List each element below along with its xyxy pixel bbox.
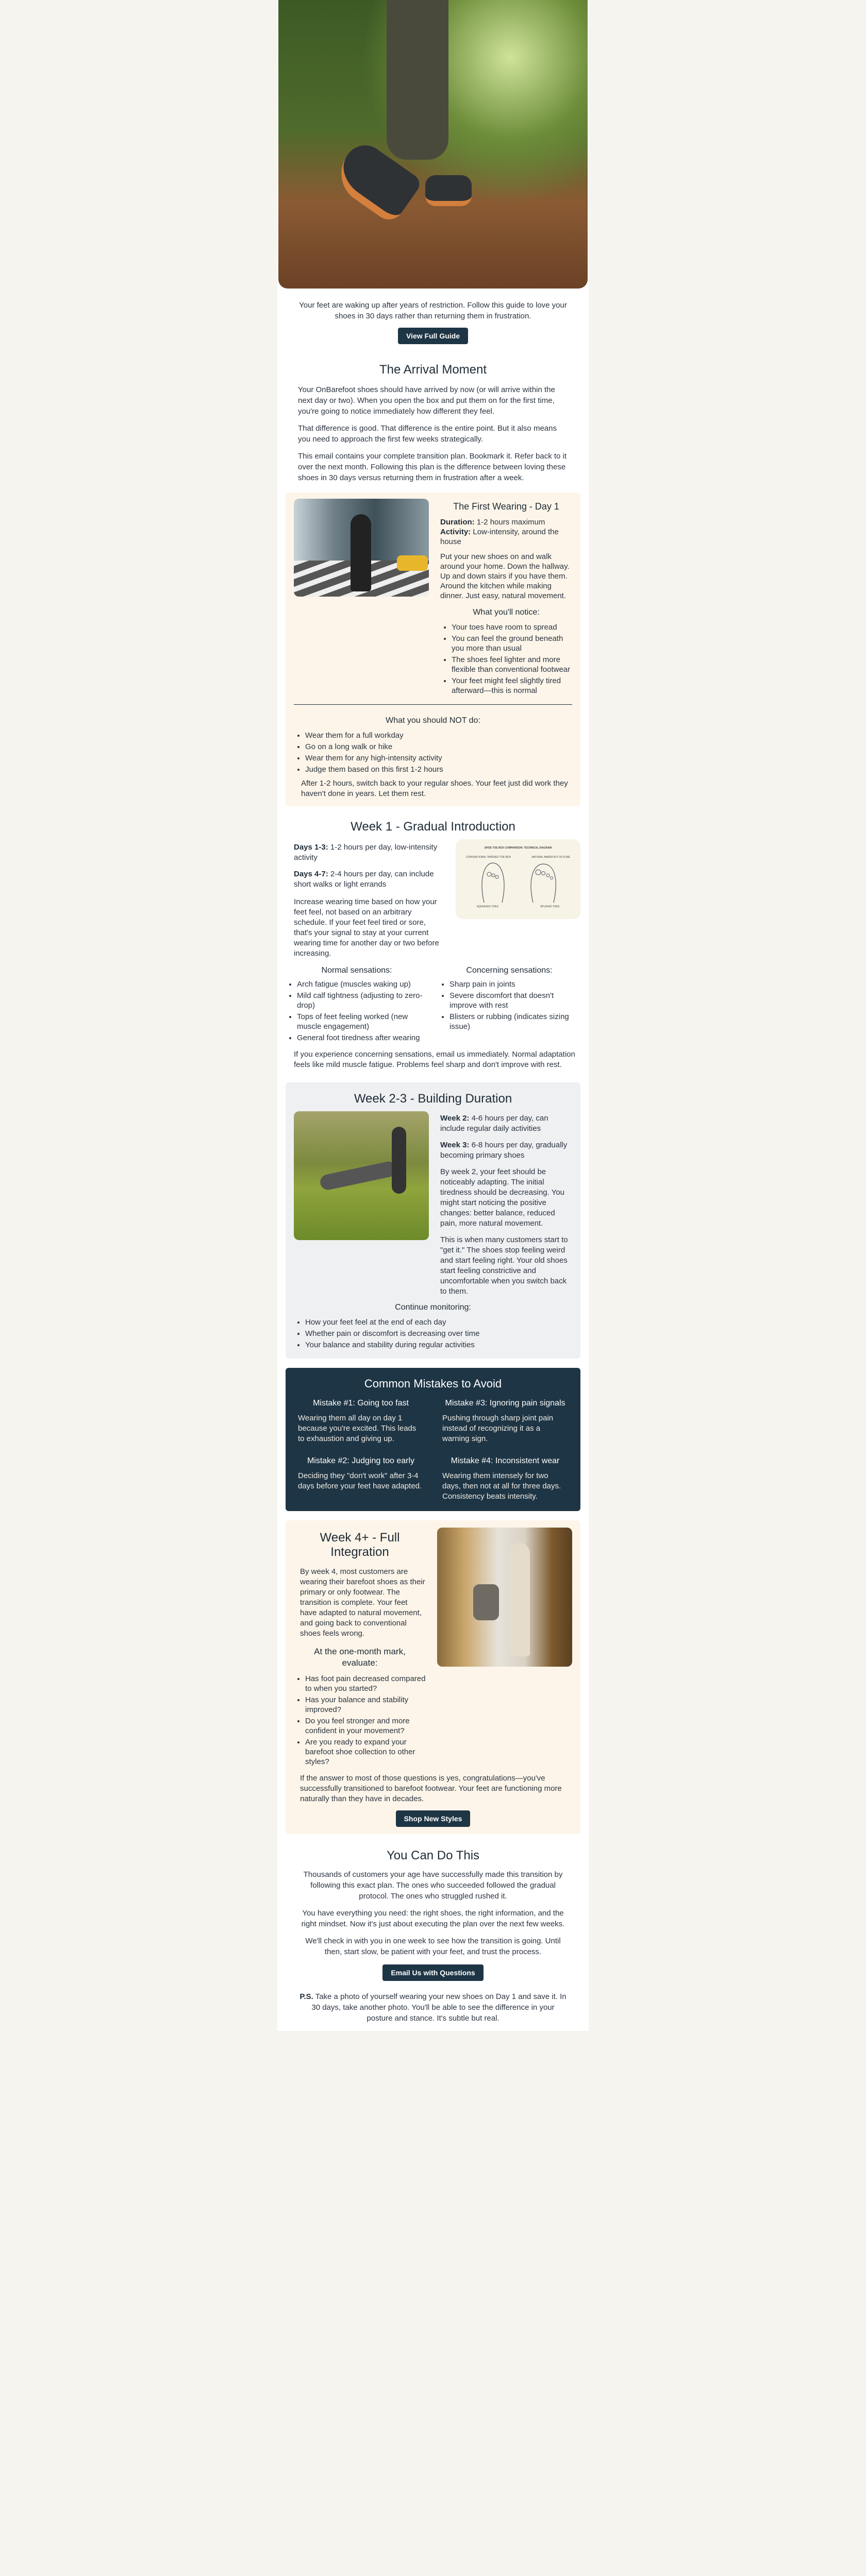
hiker-leg-shape [387, 0, 448, 160]
closing-paragraph: You have everything you need: the right shoes, the right information, and the right mindset. Now it's just about executing the plan over the next few weeks. [301, 1909, 565, 1928]
closing-paragraph: We'll check in with you in one week to see how the transition is going. Until then, start slow, be patient with your feet, and trust the process. [305, 1937, 561, 1956]
list-item: • Whether pain or discomfort is decreasing over time [305, 1329, 572, 1338]
list-item: • Wear them for a full workday [305, 731, 572, 740]
duration-value: 1-2 hours maximum [476, 518, 545, 527]
mistake-text: Wearing them intensely for two days, then not at all for three days. Consistency beats intensity. [442, 1471, 561, 1501]
week23-card [286, 1082, 580, 1359]
list-item: • Severe discomfort that doesn't improve with rest [449, 991, 580, 1010]
mistake-title: Mistake #1: Going too fast [313, 1399, 409, 1408]
week1-heading: Week 1 - Gradual Introduction [351, 820, 515, 834]
week3-label: Week 3: [440, 1141, 470, 1149]
week2-label: Week 2: [440, 1114, 470, 1123]
closing-paragraph: Thousands of customers your age have successfully made this transition by following this exact plan. The ones who succeeded followed the gradual protocol. The ones who struggled rushed it. [303, 1870, 563, 1901]
week23-heading: Week 2-3 - Building Duration [354, 1092, 512, 1106]
monitoring-heading: Continue monitoring: [395, 1303, 471, 1312]
closing-heading: You Can Do This [386, 1849, 480, 1862]
library-photo [437, 1528, 572, 1667]
intro-text: Your feet are waking up after years of restriction. Follow this guide to love your shoes in 30 days rather than returning them in frustration. [299, 301, 567, 320]
monitoring-list [294, 1317, 572, 1350]
email-container [277, 0, 589, 2031]
list-item: • Wear them for any high-intensity activity [305, 753, 572, 763]
mistake-title: Mistake #3: Ignoring pain signals [445, 1399, 565, 1408]
hero-hiking-photo [278, 0, 588, 289]
week2-value: 4-6 hours per day, can include regular daily activities [440, 1114, 548, 1133]
week4-footer: If the answer to most of those questions is yes, congratulations—you've successfully transitioned to barefoot footwear. Your feet are functioning more naturally than they have in decades. [300, 1774, 562, 1803]
list-item: • Mild calf tightness (adjusting to zero-drop) [297, 991, 428, 1010]
mistake-text: Wearing them all day on day 1 because you're excited. This leads to exhaustion and giving up. [298, 1414, 417, 1443]
view-full-guide-button[interactable]: View Full Guide [398, 328, 468, 344]
evaluate-list [294, 1674, 426, 1767]
normal-sensations-list [286, 979, 428, 1043]
days13-label: Days 1-3: [294, 843, 328, 852]
days47-value: 2-4 hours per day, can include short walks or light errands [294, 870, 434, 889]
list-item: • Arch fatigue (muscles waking up) [297, 979, 428, 989]
evaluate-heading: At the one-month mark, evaluate: [314, 1647, 406, 1668]
not-do-list [294, 731, 572, 774]
week4-heading: Week 4+ - Full Integration [320, 1531, 400, 1559]
arrival-paragraph: This email contains your complete transition plan. Bookmark it. Refer back to it over the next month. Following this plan is the difference between loving these shoes in 30 days versus returning them in frustration after a week. [298, 452, 567, 482]
week1-paragraph: Increase wearing time based on how your feet feel, not based on an arbitrary schedule. If your feet feel tired or sore, that's your signal to stay at your current wearing time for another day or two before increasing. [294, 897, 439, 958]
days47-label: Days 4-7: [294, 870, 328, 878]
mistake-text: Deciding they "don't work" after 3-4 days before your feet have adapted. [298, 1471, 422, 1490]
list-item: • Blisters or rubbing (indicates sizing issue) [449, 1012, 580, 1031]
arrival-heading: The Arrival Moment [379, 363, 487, 377]
mistake-title: Mistake #2: Judging too early [307, 1456, 415, 1465]
list-item: • Your balance and stability during regular activities [305, 1340, 572, 1350]
mistake-text: Pushing through sharp joint pain instead of recognizing it as a warning sign. [442, 1414, 554, 1443]
city-walking-photo [294, 499, 429, 597]
diagram-left-label: CONVENTIONAL TAPERED TOE BOX [466, 856, 511, 859]
list-item: • Has your balance and stability improved? [305, 1695, 426, 1715]
list-item: • You can feel the ground beneath you more than usual [452, 634, 572, 653]
week4-card [286, 1520, 580, 1834]
concerning-sensations-list [438, 979, 580, 1031]
outdoor-fitness-photo [294, 1111, 429, 1240]
list-item: • Do you feel stronger and more confident in your movement? [305, 1716, 426, 1736]
list-item: • How your feet feel at the end of each day [305, 1317, 572, 1327]
day1-card [286, 493, 580, 806]
list-item: • Tops of feet feeling worked (new muscle engagement) [297, 1012, 428, 1031]
day1-heading: The First Wearing - Day 1 [453, 501, 559, 512]
day1-after: After 1-2 hours, switch back to your regular shoes. Your feet just did work they haven't done in years. Let them rest. [301, 779, 568, 798]
week23-paragraph: This is when many customers start to "get it." The shoes stop feeling weird and start feeling right. Your old shoes start feeling constrictive and uncomfortable when you switch back to them. [440, 1235, 568, 1296]
list-item: • Are you ready to expand your barefoot shoe collection to other styles? [305, 1737, 426, 1767]
divider [294, 704, 572, 705]
shop-new-styles-button[interactable]: Shop New Styles [396, 1810, 471, 1827]
diagram-left-caption: SQUEEZED TOES [476, 905, 498, 908]
notice-list [440, 622, 572, 696]
days13-value: 1-2 hours per day, low-intensity activity [294, 843, 438, 862]
list-item: • Sharp pain in joints [449, 979, 580, 989]
email-us-button[interactable]: Email Us with Questions [382, 1964, 483, 1981]
list-item: • General foot tiredness after wearing [297, 1033, 428, 1043]
arrival-paragraph: That difference is good. That difference is the entire point. But it also means you need to approach the first few weeks strategically. [298, 424, 557, 444]
list-item: • Judge them based on this first 1-2 hours [305, 765, 572, 774]
diagram-right-caption: SPLAYED TOES [540, 905, 560, 908]
ps-label: P.S. [299, 1992, 313, 2001]
diagram-title: SHOE TOE BOX COMPARISON: TECHNICAL DIAGRAM [484, 846, 552, 850]
activity-label: Activity: [440, 528, 471, 536]
day1-paragraph: Put your new shoes on and walk around your home. Down the hallway. Up and down stairs if you have them. Around the kitchen while making dinner. Just easy, natural movement. [440, 552, 570, 600]
week23-paragraph: By week 2, your feet should be noticeably adapting. The initial tiredness should be decreasing. You might start noticing the positive changes: better balance, reduced pain, more natural movement. [440, 1167, 565, 1228]
list-item: • Has foot pain decreased compared to when you started? [305, 1674, 426, 1693]
list-item: • Go on a long walk or hike [305, 742, 572, 752]
barefoot-shoe-shape [425, 175, 472, 206]
concerning-sensations-heading: Concerning sensations: [466, 966, 553, 975]
mistake-title: Mistake #4: Inconsistent wear [451, 1456, 560, 1465]
mistakes-heading: Common Mistakes to Avoid [364, 1377, 502, 1390]
diagram-right-label: NATURAL BAREFOOT OUTLINE [531, 856, 570, 859]
not-do-heading: What you should NOT do: [386, 716, 480, 725]
week4-paragraph: By week 4, most customers are wearing their barefoot shoes as their primary or only footwear. The transition is complete. Your feet have adapted to natural movement, and going back to conventional shoes feels wrong. [300, 1567, 425, 1638]
arrival-paragraph: Your OnBarefoot shoes should have arrived by now (or will arrive within the next day or two). When you open the box and put them on for the first time, you're going to notice immediately how different they feel. [298, 385, 555, 416]
list-item: • Your feet might feel slightly tired afterward—this is normal [452, 676, 572, 696]
activity-value: Low-intensity, around the house [440, 528, 559, 546]
list-item: • The shoes feel lighter and more flexible than conventional footwear [452, 655, 572, 674]
week3-value: 6-8 hours per day, gradually becoming primary shoes [440, 1141, 568, 1160]
notice-heading: What you'll notice: [473, 608, 540, 617]
normal-sensations-heading: Normal sensations: [321, 966, 392, 975]
duration-label: Duration: [440, 518, 475, 527]
mistakes-card [286, 1368, 580, 1511]
ps-text: Take a photo of yourself wearing your new shoes on Day 1 and save it. In 30 days, take another photo. You'll be able to see the difference in your posture and stance. It's subtle but real. [311, 1992, 567, 2023]
week1-footer: If you experience concerning sensations, email us immediately. Normal adaptation feels like mild muscle fatigue. Problems feel sharp and don't improve with rest. [294, 1050, 575, 1069]
toe-box-diagram [456, 839, 580, 919]
foot-outline-icons [456, 859, 580, 905]
list-item: • Your toes have room to spread [452, 622, 572, 632]
